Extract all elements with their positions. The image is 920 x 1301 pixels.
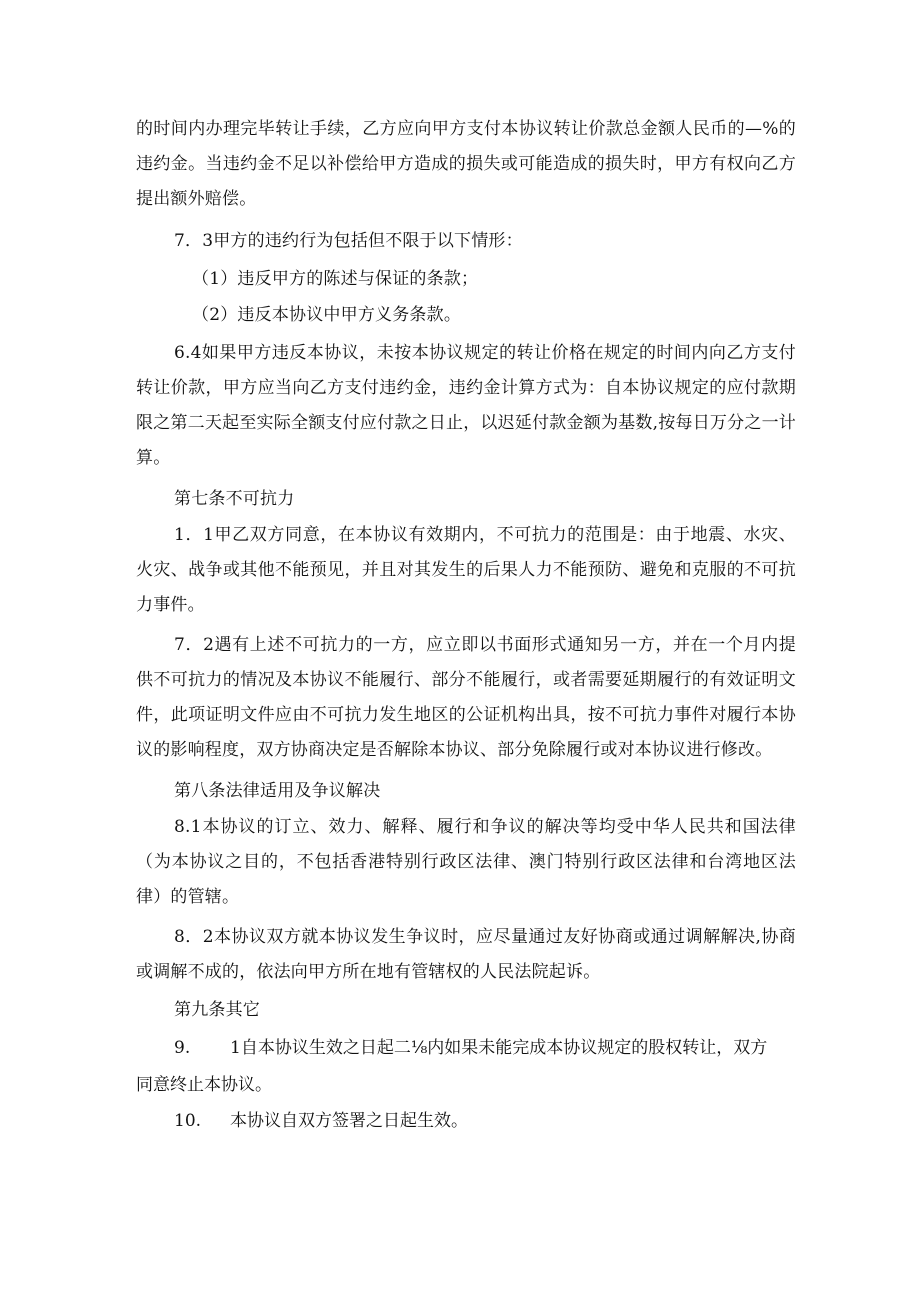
list-item-breach-2: （2）违反本协议中甲方义务条款。 [192, 305, 462, 325]
paragraph-breach-penalty-continued: 的时间内办理完毕转让手续，乙方应向甲方支付本协议转让价款总金额人民币的—%的违约金。当违约金不足以补偿给甲方造成的损失或可能造成的损失时，甲方有权向乙方提出额外赔偿。 [136, 119, 796, 209]
paragraph-clause-8-2: 8．2本协议双方就本协议发生争议时，应尽量通过友好协商或通过调解解决,协商或调解不成的，依法向甲方所在地有管辖权的人民法院起诉。 [136, 927, 796, 982]
paragraph-clause-6-4: 6.4如果甲方违反本协议，未按本协议规定的转让价格在规定的时间内向乙方支付转让价款，甲方应当向乙方支付违约金，违约金计算方式为：自本协议规定的应付款期限之第二天起至实际全额支付应付款之日止，以迟延付款金额为基数,按每日万分之一计算。 [136, 343, 796, 468]
clause-9-text-line1: 1自本协议生效之日起二⅛内如果未能完成本协议规定的股权转让，双方 [230, 1038, 768, 1058]
paragraph-clause-7-3: 7．3甲方的违约行为包括但不限于以下情形： [174, 231, 523, 251]
clause-9-text-line2: 同意终止本协议。 [136, 1075, 272, 1095]
clause-10-text: 本协议自双方签署之日起生效。 [230, 1111, 468, 1131]
heading-article-7: 第七条不可抗力 [174, 489, 295, 509]
clause-10-number: 10. [174, 1111, 202, 1131]
clause-9-number: 9. [174, 1038, 191, 1058]
heading-article-9: 第九条其它 [174, 1000, 260, 1020]
paragraph-clause-7-2: 7．2遇有上述不可抗力的一方，应立即以书面形式通知另一方，并在一个月内提供不可抗力的情况及本协议不能履行、部分不能履行，或者需要延期履行的有效证明文件，此项证明文件应由不可抗力发生地区的公证机构出具，按不可抗力事件对履行本协议的影响程度，双方协商决定是否解除本协议、部分免除履行或对本协议进行修改。 [136, 635, 796, 760]
paragraph-clause-8-1: 8.1本协议的订立、效力、解释、履行和争议的解决等均受中华人民共和国法律（为本协议之目的，不包括香港特别行政区法律、澳门特别行政区法律和台湾地区法律）的管辖。 [136, 817, 796, 907]
heading-article-8: 第八条法律适用及争议解决 [174, 781, 381, 801]
paragraph-clause-1-1: 1．1甲乙双方同意，在本协议有效期内，不可抗力的范围是：由于地震、水灾、火灾、战争或其他不能预见，并且对其发生的后果人力不能预防、避免和克服的不可抗力事件。 [136, 525, 796, 615]
list-item-breach-1: （1）违反甲方的陈述与保证的条款； [192, 269, 479, 289]
